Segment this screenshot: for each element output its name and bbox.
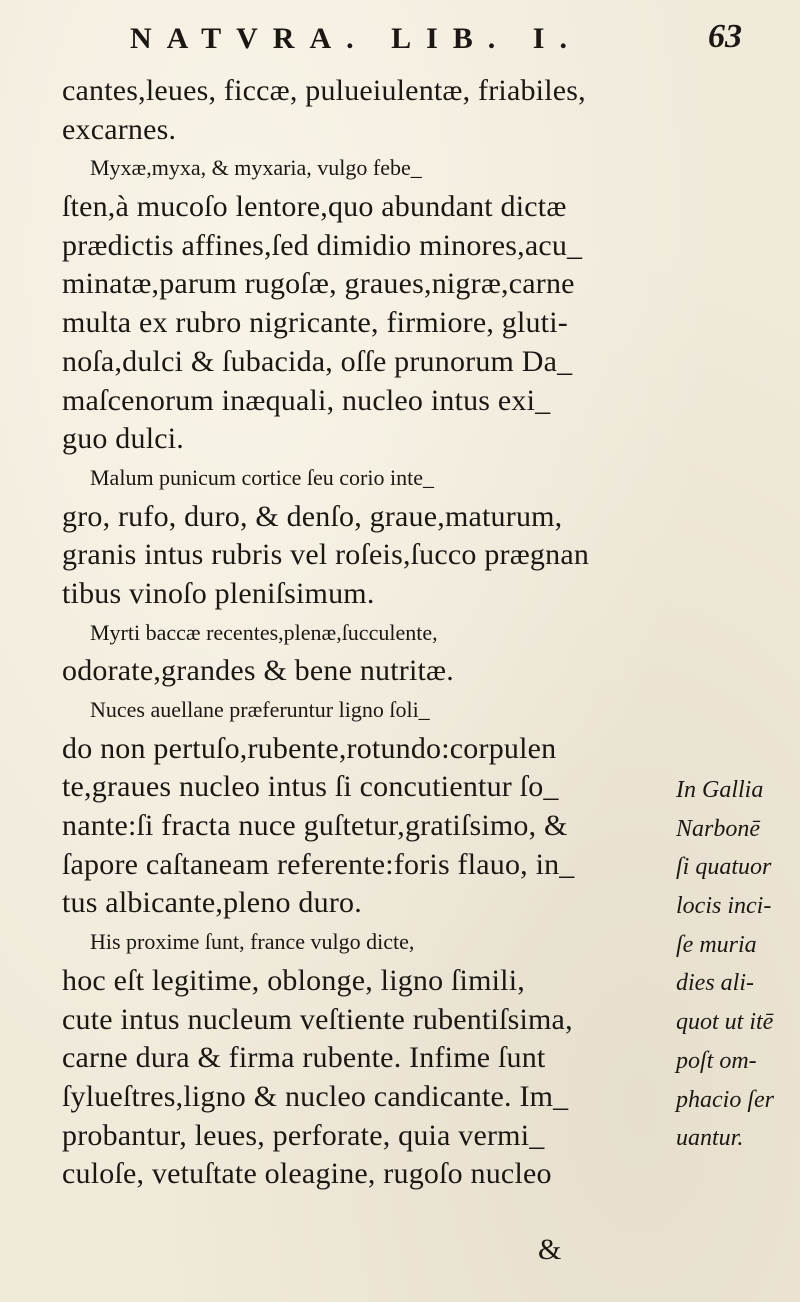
text-line: odorate,grandes & bene nutritæ. (62, 654, 454, 688)
text-line: cantes,leues, ficcæ, pulueiulentæ, friabiles, (62, 74, 586, 107)
text-line: excarnes. (62, 112, 177, 146)
margin-note (676, 771, 796, 1158)
text-line: tibus vinoſo pleniſsimum. (62, 576, 375, 610)
text-line: probantur, leues, perforate, quia vermi_ (62, 1118, 545, 1152)
text-line: noſa,dulci & ſubacida, oſſe prunorum Da_ (62, 344, 573, 378)
running-head: NATVRA. LIB. I. (130, 22, 582, 55)
text-line: granis intus rubris vel roſeis,ſucco prægnan (62, 538, 590, 572)
text-line: nante:ſi fracta nuce guſtetur,gratiſsimo, & (62, 809, 568, 843)
text-line: te,graues nucleo intus ſi concutientur ſo_ (62, 770, 559, 804)
main-text-block (62, 72, 662, 1194)
catchword: & (538, 1233, 562, 1266)
margin-note-line: Narbonē (676, 815, 760, 842)
page-number: 63 (708, 18, 742, 55)
text-line: ſylueſtres,ligno & nucleo candicante. Im_ (62, 1079, 569, 1113)
margin-note-line: ſe muria (676, 931, 757, 958)
margin-note-line: In Gallia (676, 777, 764, 803)
text-line: carne dura & firma rubente. Infime ſunt (62, 1041, 546, 1075)
margin-note-line: poſt om- (676, 1047, 757, 1074)
margin-note-line: dies ali- (676, 970, 754, 997)
margin-note-line: ſi quatuor (676, 854, 772, 881)
margin-note-line: locis inci- (676, 893, 772, 920)
text-line: Myxæ,myxa, & myxaria, vulgo febe_ (90, 155, 422, 181)
margin-note-line: uantur. (676, 1125, 744, 1152)
text-line: guo dulci. (62, 422, 184, 456)
text-line: His proxime ſunt, france vulgo dicte, (90, 929, 415, 955)
text-line: gro, rufo, duro, & denſo, graue,maturum, (62, 499, 563, 533)
text-line: ſten,à mucoſo lentore,quo abundant dictæ (62, 190, 567, 224)
text-line: multa ex rubro nigricante, firmiore, gluti- (62, 306, 568, 340)
text-line: ſapore caſtaneam referente:foris flauo, in_ (62, 847, 575, 881)
text-line: cute intus nucleum veſtiente rubentiſsima, (62, 1002, 573, 1036)
text-line: Myrti baccæ recentes,plenæ,ſucculente, (90, 619, 438, 645)
text-line: minatæ,parum rugoſæ, graues,nigræ,carne (62, 267, 575, 301)
margin-note-line: quot ut itē (676, 1009, 774, 1036)
margin-note-line: phacio ſer (676, 1086, 774, 1113)
text-line: Malum punicum cortice ſeu corio inte_ (90, 464, 434, 490)
text-line: culoſe, vetuſtate oleagine, rugoſo nucleo (62, 1157, 552, 1191)
text-line: prædictis affines,ſed dimidio minores,acu_ (62, 228, 583, 262)
text-line: Nuces auellane præferuntur ligno ſoli_ (90, 697, 430, 722)
text-line: do non pertuſo,rubente,rotundo:corpulen (62, 731, 557, 765)
text-line: maſcenorum inæquali, nucleo intus exi_ (62, 383, 551, 417)
page-header (0, 12, 800, 66)
text-line: tus albicante,pleno duro. (62, 886, 362, 920)
text-line: hoc eſt legitime, oblonge, ligno ſimili, (62, 963, 525, 997)
